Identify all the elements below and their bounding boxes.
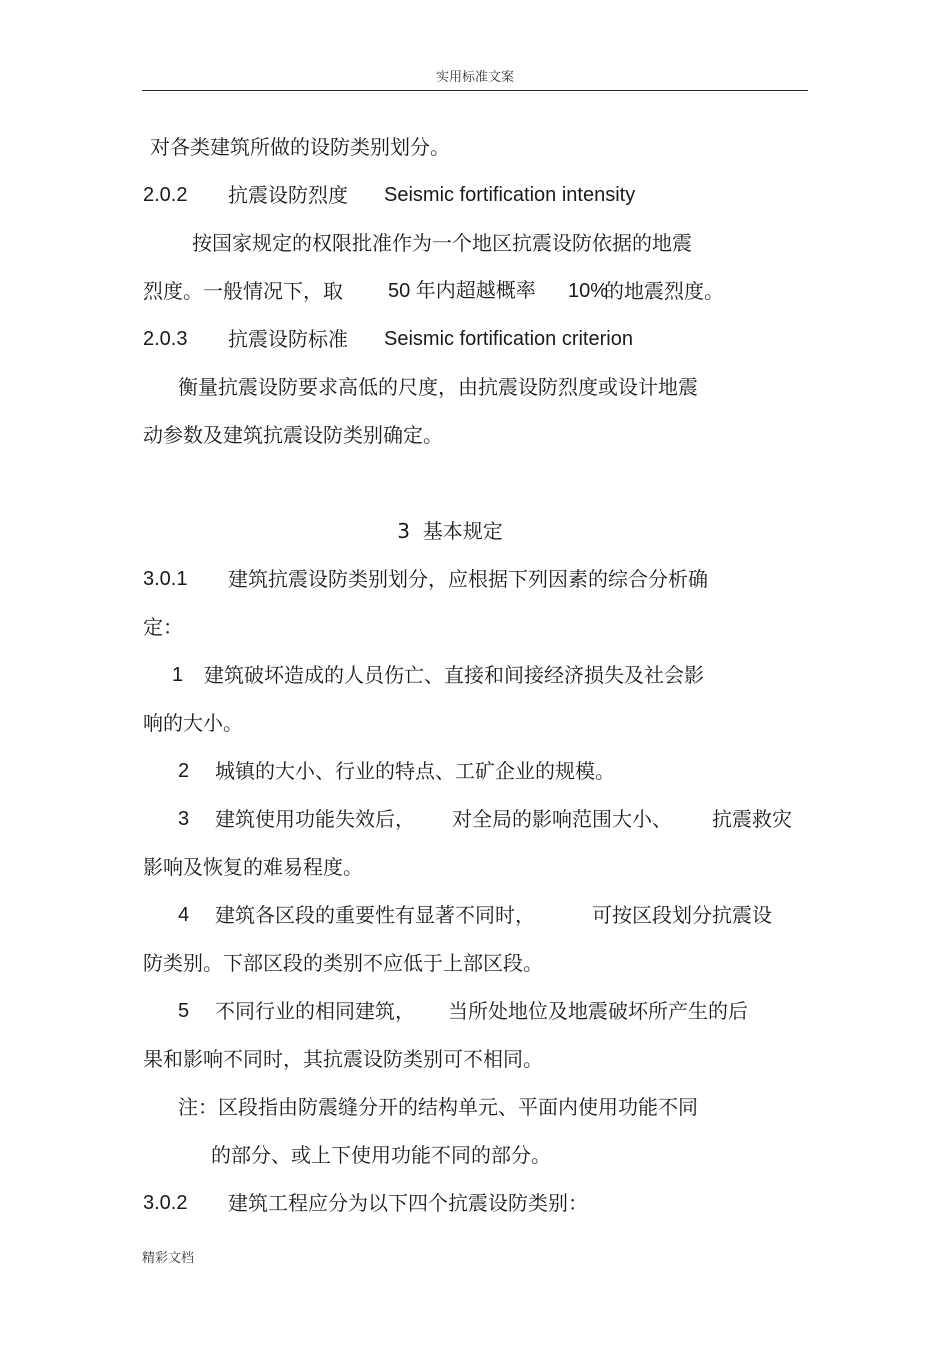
text-line: 按国家规定的权限批准作为一个地区抗震设防依据的地震 [192,231,692,255]
item-number: 1 [172,664,184,686]
section-number: 3.0.2 [143,1192,188,1214]
text-line: 防类别。下部区段的类别不应低于上部区段。 [143,951,543,975]
text-line: 响的大小。 [143,711,243,735]
text-line: 50 年内超越概率 [388,280,536,302]
text-line: 建筑破坏造成的人员伤亡、直接和间接经济损失及社会影 [204,663,704,687]
text-line: 当所处地位及地震破坏所产生的后 [448,999,748,1023]
text-line: 城镇的大小、行业的特点、工矿企业的规模。 [215,759,615,783]
section-title: 抗震设防烈度 [228,183,348,207]
note-text: 注：区段指由防震缝分开的结构单元、平面内使用功能不同 [178,1095,698,1119]
text-line: 建筑抗震设防类别划分，应根据下列因素的综合分析确 [228,567,708,591]
page-footer: 精彩文档 [142,1251,195,1266]
text-line: 可按区段划分抗震设 [592,903,772,927]
text-line: 烈度。一般情况下，取 [143,279,343,303]
text-line: 建筑各区段的重要性有显著不同时， [215,903,535,927]
header-rule [142,90,808,91]
text-line: 对各类建筑所做的设防类别划分。 [150,135,450,159]
text-line: 定： [143,615,183,639]
section-number: 3.0.1 [143,568,188,590]
page-header: 实用标准文案 [435,70,514,85]
text-line: 影响及恢复的难易程度。 [143,855,363,879]
text-line: 建筑使用功能失效后， [215,807,415,831]
section-number: 2.0.3 [143,328,188,350]
chapter-title: 3 基本规定 [397,519,503,543]
text-line: 10% [568,280,609,302]
item-number: 4 [178,904,190,926]
item-number: 5 [178,1000,190,1022]
text-line: 不同行业的相同建筑， [215,999,415,1023]
text-line: 动参数及建筑抗震设防类别确定。 [143,423,443,447]
item-number: 2 [178,760,190,782]
text-line: 建筑工程应分为以下四个抗震设防类别： [228,1191,588,1215]
text-line: 抗震救灾 [712,807,792,831]
text-line: 果和影响不同时，其抗震设防类别可不相同。 [143,1047,543,1071]
section-title-en: Seismic fortification intensity [384,184,636,206]
note-text: 的部分、或上下使用功能不同的部分。 [211,1143,551,1167]
text-line: 的地震烈度。 [604,279,724,303]
section-number: 2.0.2 [143,184,188,206]
section-title-en: Seismic fortification criterion [384,328,633,350]
text-line: 对全局的影响范围大小、 [452,807,672,831]
text-line: 衡量抗震设防要求高低的尺度，由抗震设防烈度或设计地震 [178,375,698,399]
section-title: 抗震设防标准 [228,327,348,351]
item-number: 3 [178,808,190,830]
